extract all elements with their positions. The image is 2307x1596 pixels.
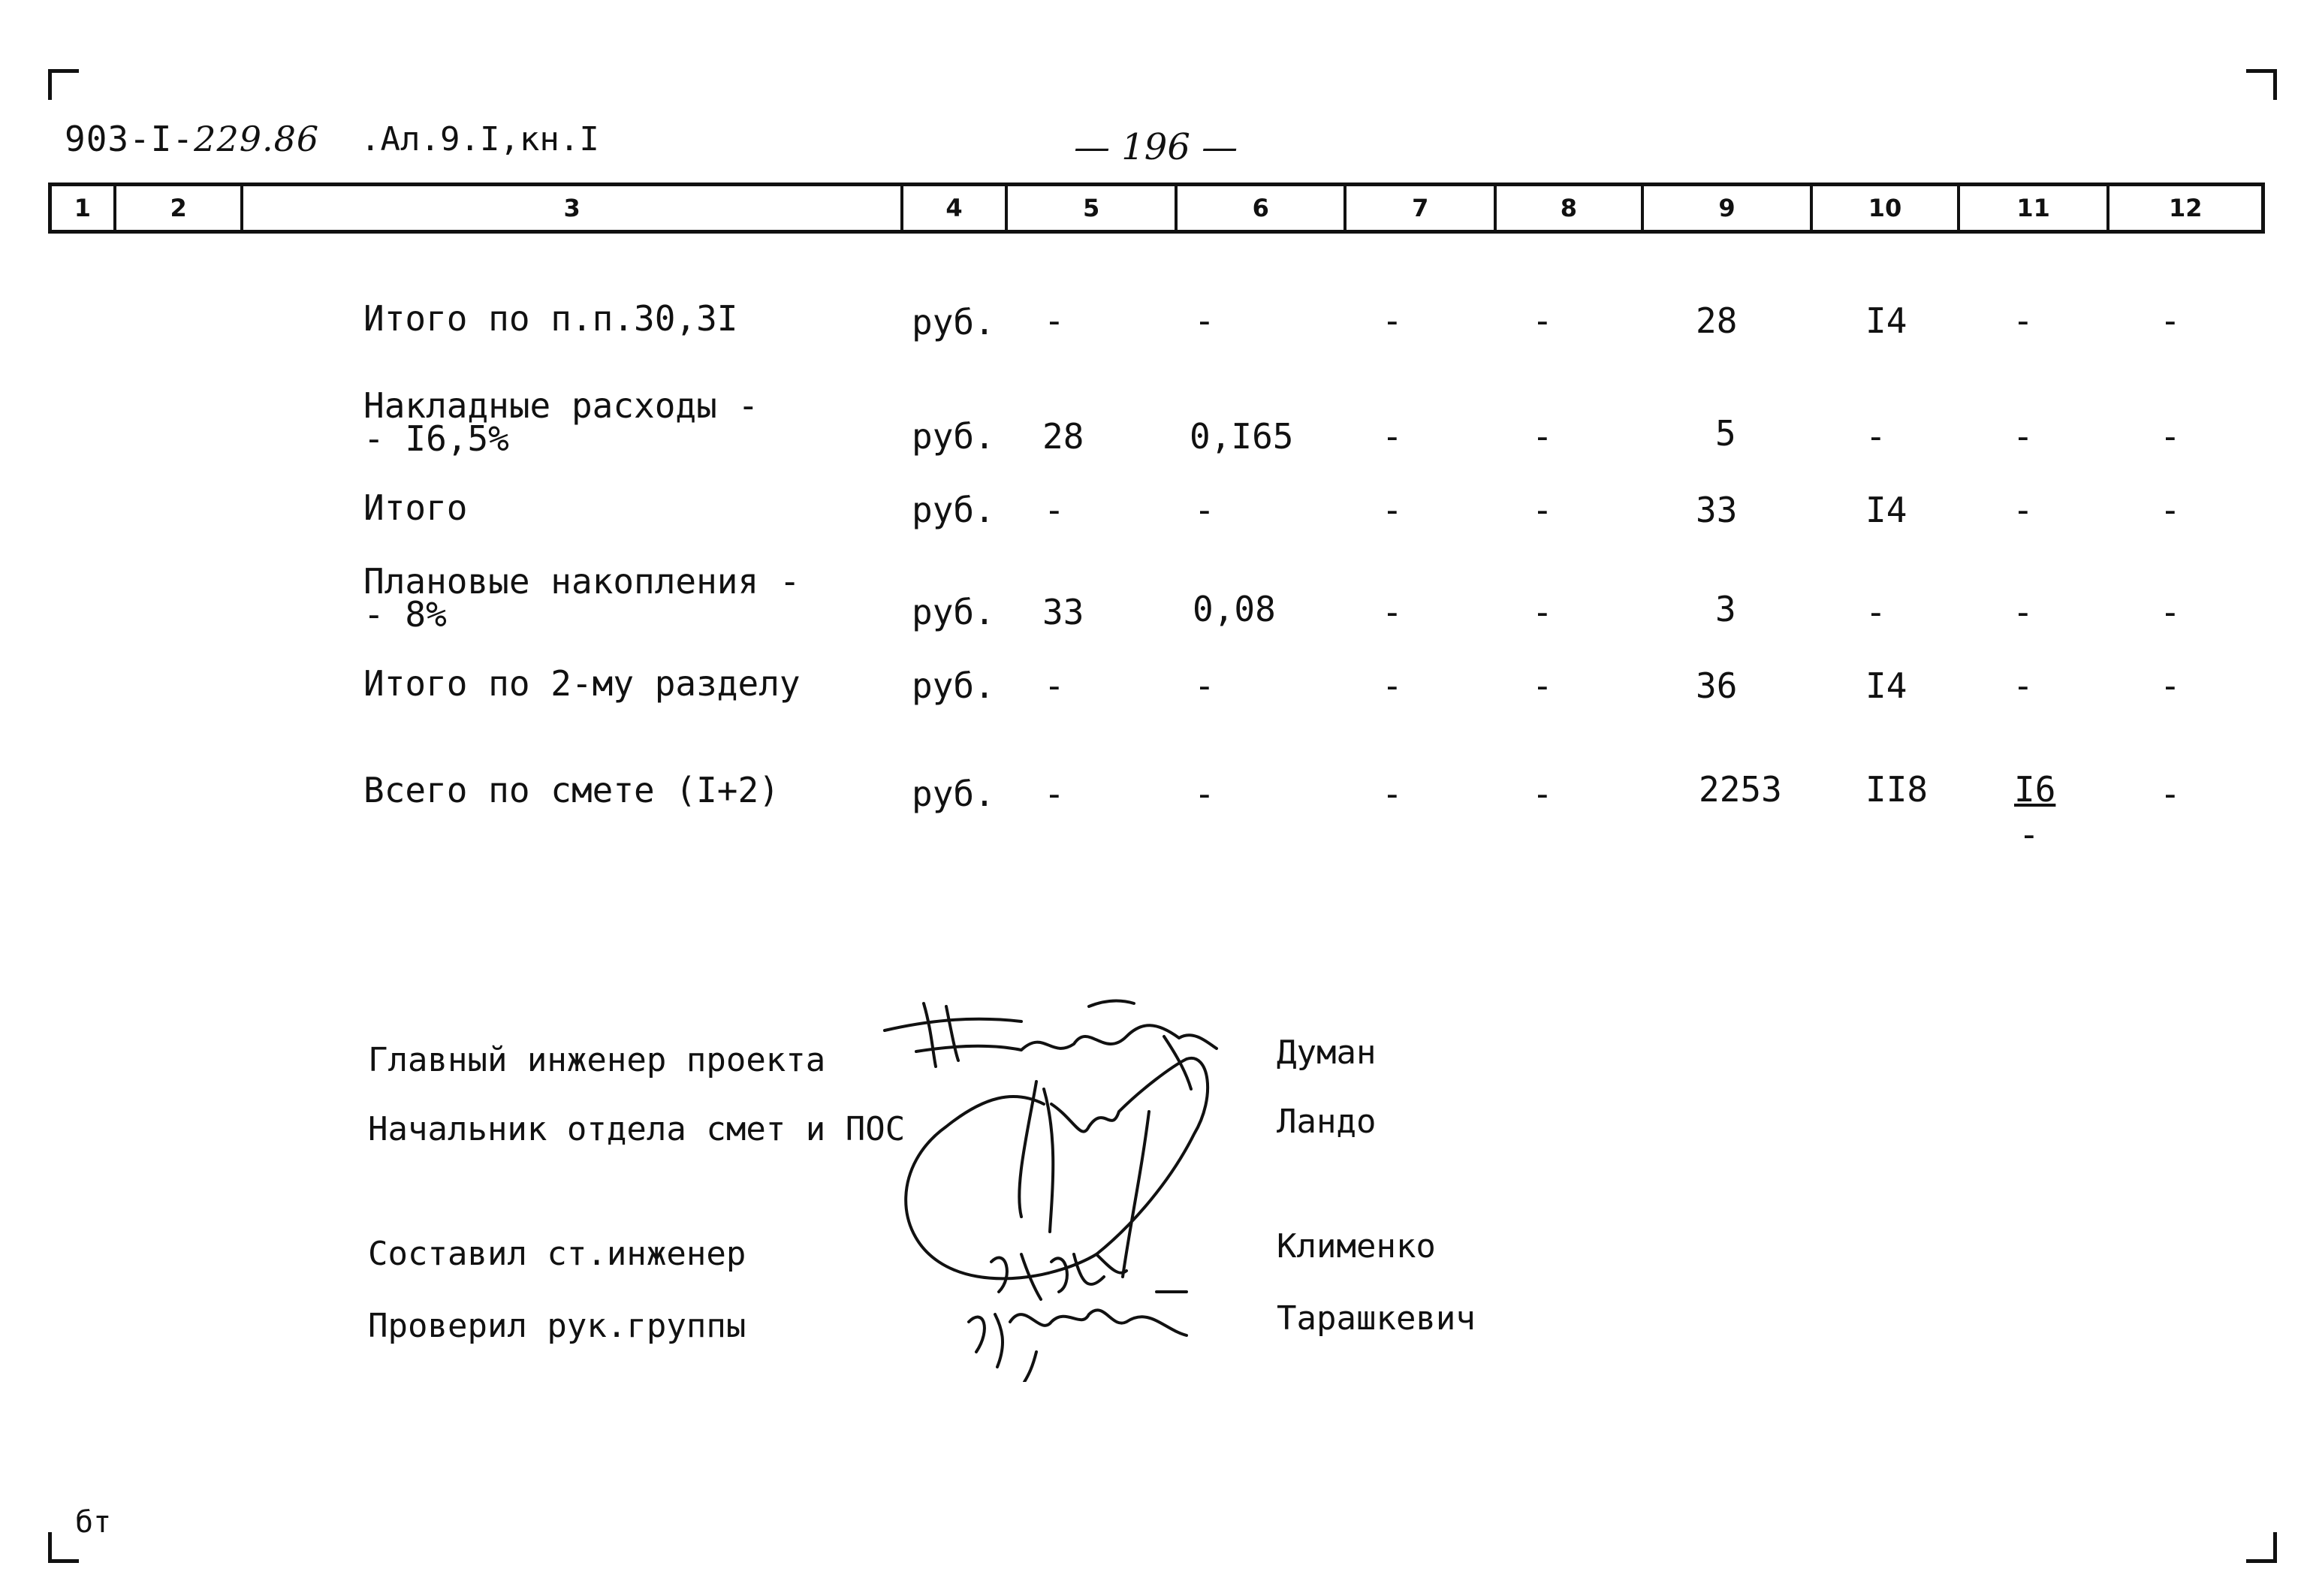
row-unit: руб.: [912, 416, 995, 457]
column-number: 10: [1813, 186, 1960, 230]
signature-name-chief-engineer: Думан: [1277, 1033, 1377, 1072]
cell-col11: -: [2013, 300, 2034, 341]
cell-col12: -: [2160, 300, 2181, 341]
cell-col8: -: [1532, 774, 1553, 814]
cell-col8: -: [1532, 592, 1553, 632]
row-unit: руб.: [912, 490, 995, 530]
cell-col8: -: [1532, 416, 1553, 457]
cell-col9: 36: [1696, 665, 1738, 706]
cell-col10: I4: [1865, 300, 1907, 341]
page-number: — 196 —: [1074, 126, 1238, 168]
column-number: 1: [52, 186, 116, 230]
signature-role-checked-by: Проверил рук.группы: [368, 1307, 746, 1345]
cell-col12: -: [2160, 490, 2181, 530]
row-unit: руб.: [912, 665, 995, 706]
cell-col5: 28: [1042, 416, 1084, 457]
cell-col9: 5: [1715, 413, 1736, 454]
column-number: 5: [1008, 186, 1178, 230]
signature-role-compiled-by: Составил ст.инженер: [368, 1235, 746, 1273]
column-number: 12: [2168, 194, 2203, 222]
cell-col9: 28: [1696, 300, 1738, 341]
signature-role-chief-engineer: Главный инженер проекта: [368, 1041, 826, 1079]
row-label: Плановые накопления - - 8%: [363, 561, 801, 635]
row-label: Итого по 2-му разделу: [363, 663, 801, 704]
cell-col9: 33: [1696, 490, 1738, 530]
cell-col11: I6: [2014, 769, 2056, 810]
cell-col10: -: [1865, 416, 1886, 457]
cell-col10: I4: [1865, 490, 1907, 530]
cell-col8: -: [1532, 490, 1553, 530]
cell-col11: -: [2013, 592, 2034, 632]
column-number: 3: [243, 186, 903, 230]
signature-name-department-head: Ландо: [1277, 1103, 1377, 1141]
cell-col7: -: [1382, 665, 1403, 706]
cell-col7: -: [1382, 592, 1403, 632]
document-code-handwritten: 229.86: [194, 119, 320, 159]
document-code: [65, 119, 319, 159]
signature-role-department-head: Начальник отдела смет и ПОС: [368, 1110, 906, 1148]
cell-col8: -: [1532, 665, 1553, 706]
row-unit: руб.: [912, 302, 995, 342]
cell-col9: 2253: [1699, 769, 1782, 810]
cell-col11: -: [2013, 665, 2034, 706]
cell-col7: -: [1382, 300, 1403, 341]
cell-col11: -: [2013, 490, 2034, 530]
cell-col6: 0,I65: [1190, 416, 1294, 457]
cell-col6: -: [1194, 300, 1215, 341]
cell-col7: -: [1382, 774, 1403, 814]
cell-col5: -: [1044, 300, 1065, 341]
row-unit: руб.: [912, 592, 995, 632]
cell-col6: 0,08: [1193, 589, 1276, 629]
column-number: 6: [1178, 186, 1347, 230]
document-reference: .Ал.9.I,кн.I: [360, 120, 599, 158]
column-number: 4: [903, 186, 1009, 230]
cell-col12: -: [2160, 416, 2181, 457]
corner-mark-bottom-left: [48, 1532, 79, 1563]
cell-col5: -: [1044, 490, 1065, 530]
cell-col6: -: [1194, 665, 1215, 706]
cell-col5: -: [1044, 774, 1065, 814]
cell-col6: -: [1194, 774, 1215, 814]
signature-name-checked-by: Тарашкевич: [1277, 1299, 1476, 1338]
cell-col10: II8: [1865, 769, 1929, 810]
corner-mark-top-left: [48, 69, 79, 100]
column-number: 7: [1347, 186, 1497, 230]
row-label: Всего по смете (I+2): [363, 770, 780, 810]
cell-col10: -: [1865, 592, 1886, 632]
row-unit: руб.: [912, 774, 995, 814]
cell-col12: -: [2160, 592, 2181, 632]
cell-col6: -: [1194, 490, 1215, 530]
column-number: 2: [116, 186, 244, 230]
cell-col8: -: [1532, 300, 1553, 341]
cell-col10: I4: [1865, 665, 1907, 706]
cell-col7: -: [1382, 416, 1403, 457]
column-number: 8: [1497, 186, 1644, 230]
cell-col11: -: [2013, 416, 2034, 457]
row-label: Накладные расходы - - I6,5%: [363, 385, 759, 459]
column-number: 11: [1960, 186, 2110, 230]
cell-col5: 33: [1042, 592, 1084, 632]
corner-mark-top-right: [2246, 69, 2277, 100]
footer-mark: бт: [75, 1505, 112, 1540]
cell-col7: -: [1382, 490, 1403, 530]
handwritten-signatures: [864, 976, 1284, 1382]
cell-col9: 3: [1715, 589, 1736, 629]
row-label: Итого: [363, 487, 468, 528]
signature-name-compiled-by: Клименко: [1277, 1227, 1436, 1266]
cell-col11-below: -: [2019, 814, 2040, 855]
cell-col12: -: [2160, 665, 2181, 706]
cell-col5: -: [1044, 665, 1065, 706]
row-label: Итого по п.п.30,3I: [363, 298, 738, 339]
column-number: 9: [1644, 186, 1814, 230]
corner-mark-bottom-right: [2246, 1532, 2277, 1563]
column-number-bar: [48, 183, 2265, 234]
cell-col12: -: [2160, 774, 2181, 814]
document-code-prefix: 903-I-: [65, 119, 195, 159]
